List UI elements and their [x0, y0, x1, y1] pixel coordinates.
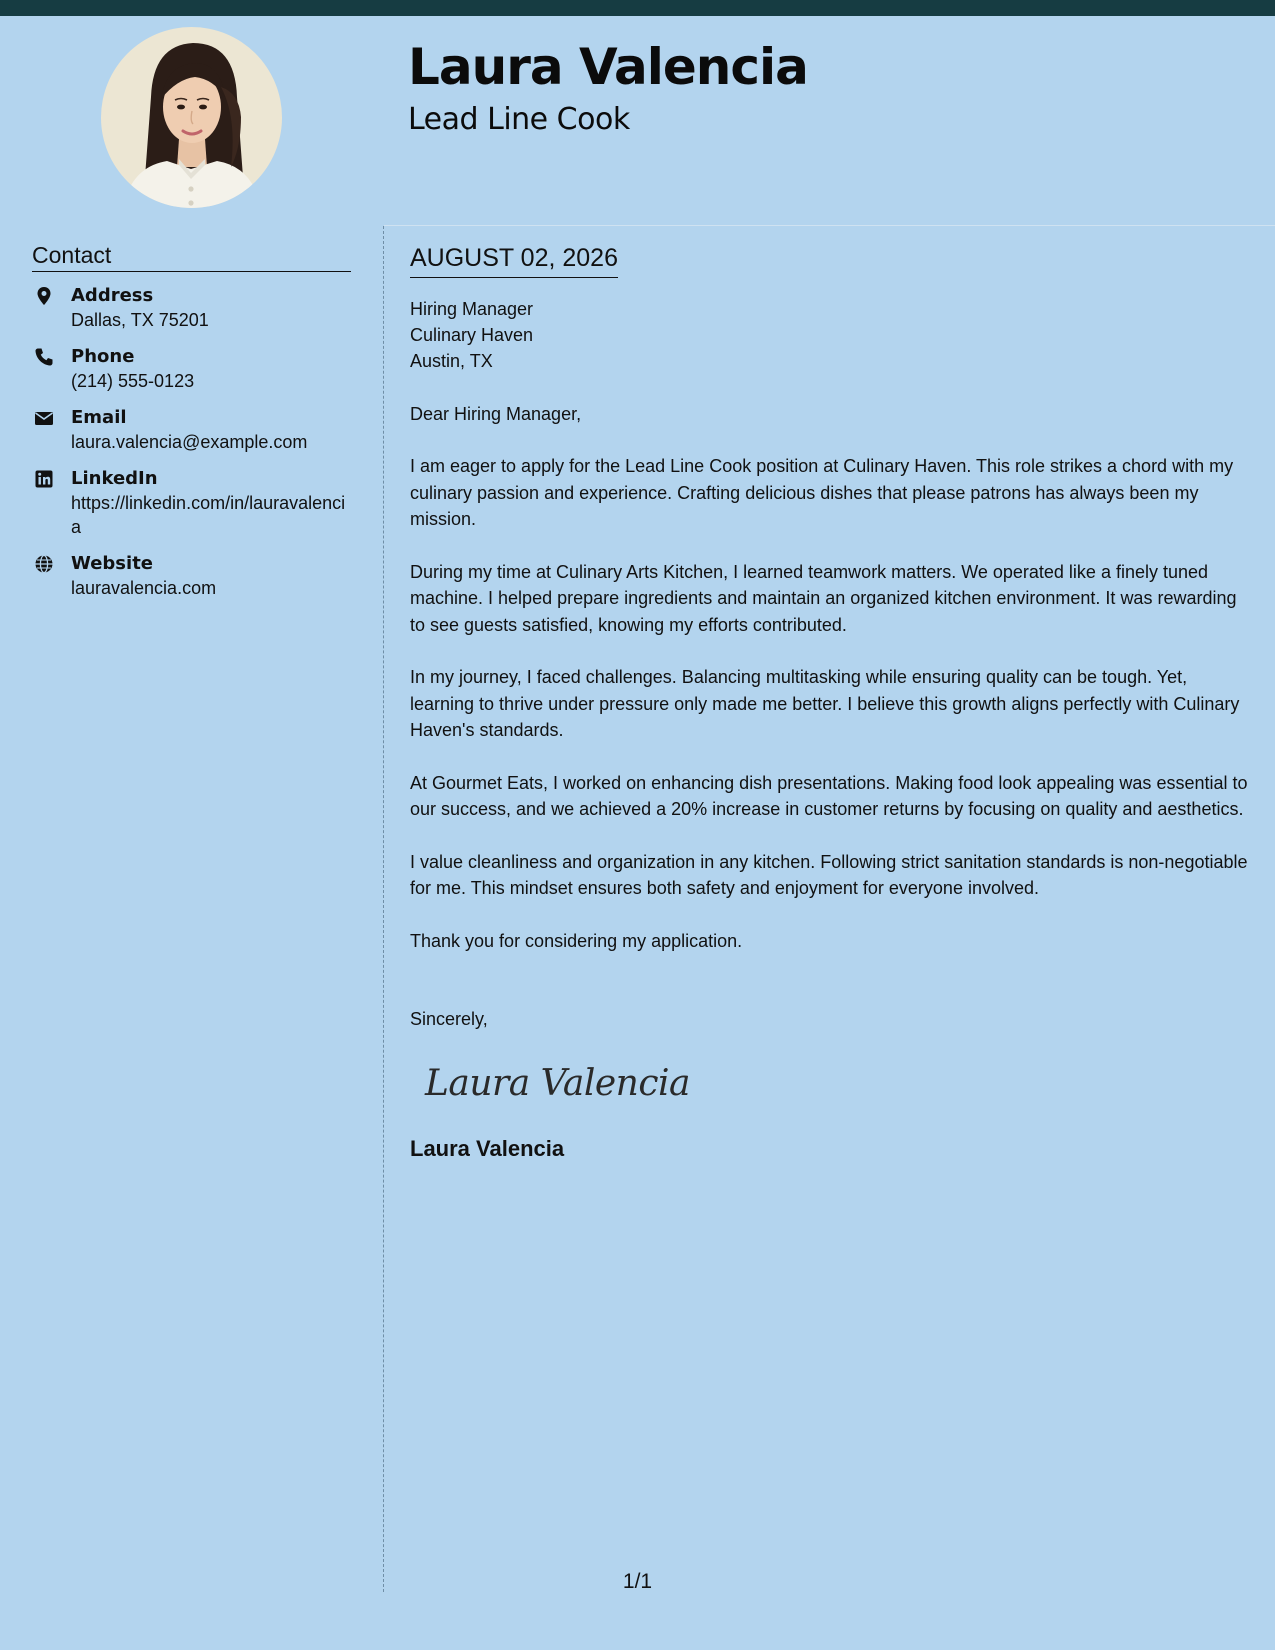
contact-item-email	[32, 406, 352, 454]
contact-item-phone	[32, 345, 352, 393]
recipient-block	[410, 296, 1250, 374]
signed-name: Laura Valencia	[410, 1136, 565, 1161]
recipient-line: Culinary Haven	[410, 325, 534, 345]
letter-paragraph: I am eager to apply for the Lead Line Cook position at Culinary Haven. This role strikes a chord with my culinary passion and experience. Crafting delicious dishes that please patrons has always been my mission.	[410, 456, 1234, 529]
job-title: Lead Line Cook	[408, 102, 630, 137]
contact-label: Website	[71, 553, 154, 574]
address-value: Dallas, TX 75201	[71, 310, 209, 330]
letter-date: AUGUST 02, 2026	[410, 240, 618, 278]
handwritten-signature: Laura Valencia	[425, 1063, 690, 1104]
globe-icon	[34, 554, 54, 574]
contact-label: LinkedIn	[71, 468, 158, 489]
contact-label: Email	[71, 407, 127, 428]
contact-heading: Contact	[32, 240, 351, 272]
contact-item-website	[32, 552, 352, 600]
letter-paragraph: During my time at Culinary Arts Kitchen, I learned teamwork matters. We operated like a finely tuned machine. I helped prepare ingredients and maintain an organized kitchen environment. It was rewarding to see guests satisfied, knowing my efforts contributed.	[410, 561, 1237, 635]
recipient-line: Hiring Manager	[410, 299, 534, 319]
letter-paragraph: At Gourmet Eats, I worked on enhancing dish presentations. Making food look appealing was essential to our success, and we achieved a 20% increase in customer returns by focusing on quality and aesthetics.	[410, 772, 1248, 819]
contact-label: Phone	[71, 346, 135, 367]
letter-paragraph: In my journey, I faced challenges. Balancing multitasking while ensuring quality can be tough. Yet, learning to thrive under pressure only made me better. I believe this growth aligns perfectly with Culinary Haven's standards.	[410, 667, 1240, 740]
closing: Sincerely,	[410, 1009, 488, 1029]
phone-icon	[34, 347, 54, 367]
salutation: Dear Hiring Manager,	[410, 404, 582, 424]
applicant-name: Laura Valencia	[408, 38, 808, 96]
linkedin-value[interactable]: https://linkedin.com/in/lauravalencia	[71, 493, 346, 537]
letter-body	[410, 240, 1250, 1164]
email-value[interactable]: laura.valencia@example.com	[71, 432, 308, 452]
contact-item-address	[32, 284, 352, 332]
column-divider	[383, 226, 384, 1592]
envelope-icon	[34, 408, 54, 428]
letter-paragraph: I value cleanliness and organization in any kitchen. Following strict sanitation standards is non-negotiable for me. This mindset ensures both safety and enjoyment for everyone involved.	[410, 851, 1248, 898]
header-divider	[384, 225, 1275, 226]
map-pin-icon	[34, 286, 54, 306]
contact-label: Address	[71, 285, 154, 306]
phone-value: (214) 555-0123	[71, 371, 195, 391]
contact-list	[32, 284, 352, 613]
linkedin-icon	[34, 469, 54, 489]
website-value[interactable]: lauravalencia.com	[71, 578, 217, 598]
avatar	[101, 27, 282, 208]
contact-item-linkedin	[32, 467, 352, 539]
recipient-line: Austin, TX	[410, 351, 493, 371]
top-accent-bar	[0, 0, 1275, 16]
letter-paragraph: Thank you for considering my application.	[410, 930, 743, 951]
page-number: 1/1	[622, 1570, 653, 1593]
